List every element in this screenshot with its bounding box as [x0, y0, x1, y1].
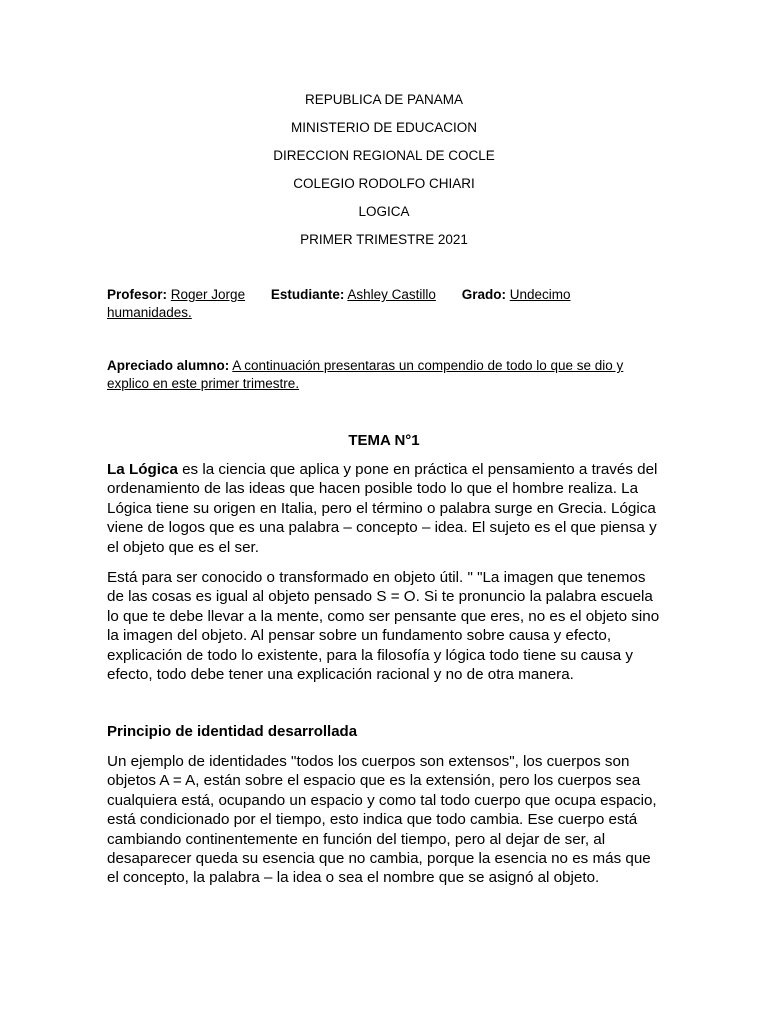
estudiante-label: Estudiante:: [270, 287, 345, 302]
logica-term: La Lógica: [107, 461, 178, 478]
header-ministry: MINISTERIO DE EDUCACION: [290, 120, 477, 135]
principio-heading: Principio de identidad desarrollada: [107, 723, 358, 740]
apreciado-block: [107, 357, 652, 393]
header-regional-direction: DIRECCION REGIONAL DE COCLE: [273, 148, 495, 163]
info-block: [107, 286, 667, 322]
estudiante-value: Ashley Castillo: [347, 287, 436, 302]
apreciado-label: Apreciado alumno:: [107, 358, 230, 373]
profesor-value: Roger Jorge: [170, 287, 246, 302]
grado-value: Undecimo: [509, 287, 571, 302]
header-republic: REPUBLICA DE PANAMA: [304, 92, 464, 107]
logica-paragraph-text: es la ciencia que aplica y pone en práctica el pensamiento a través del ordenamiento de las ideas que hacen posible todo lo que el hombre realiza. La Lógica tiene su origen en Italia, pero el término o palabra surge en Grecia. Lógica viene de logos que es una palabra – concepto – idea. El sujeto es el que piensa y el objeto que es el ser.: [107, 461, 658, 556]
objeto-paragraph: Está para ser conocido o transformado en objeto útil. " "La imagen que tenemos de las cosas es igual al objeto pensado S = O. Si te pronuncio la palabra escuela lo que te debe llevar a la mente, como ser pensante que eres, no es el objeto sino la imagen del objeto. Al pensar sobre un fundamento sobre causa y efecto, explicación de todo lo existente, para la filosofía y lógica todo tiene su causa y efecto, todo debe tener una explicación racional y no de otra manera.: [107, 569, 660, 684]
tema-title: TEMA N°1: [348, 432, 420, 449]
grado-value-continued: humanidades.: [107, 305, 192, 320]
apreciado-text: A continuación presentaras un compendio de todo lo que se dio y explico en este primer trimestre.: [107, 358, 624, 391]
header-subject: LOGICA: [358, 204, 410, 219]
grado-label: Grado:: [461, 287, 506, 302]
profesor-label: Profesor:: [107, 287, 168, 302]
logica-paragraph: [107, 460, 663, 557]
principio-paragraph: Un ejemplo de identidades "todos los cuerpos son extensos", los cuerpos son objetos A = A, están sobre el espacio que es la extensión, pero los cuerpos sea cualquiera está, ocupando un espacio y como tal todo cuerpo que ocupa espacio, está condicionado por el tiempo, esto indica que todo cambia. Ese cuerpo está cambiando continentemente en función del tiempo, pero al dejar de ser, al desaparecer queda su esencia que no cambia, porque la esencia no es más que el concepto, la palabra – la idea o sea el nombre que se asignó al objeto.: [107, 753, 657, 887]
header-term: PRIMER TRIMESTRE 2021: [300, 232, 468, 247]
header-school: COLEGIO RODOLFO CHIARI: [293, 176, 475, 191]
